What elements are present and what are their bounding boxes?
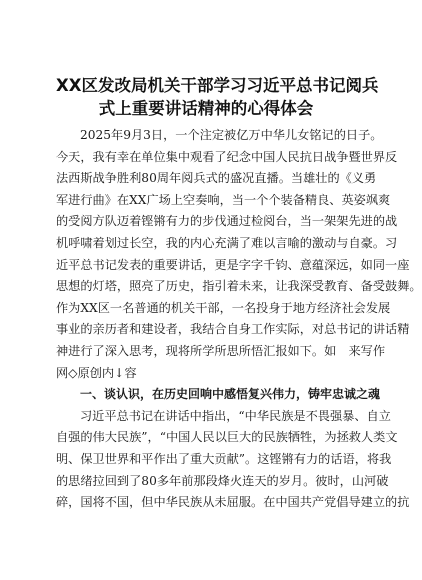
- paragraph-1: [56, 125, 422, 384]
- section-heading: 一、谈认识，在历史回响中感悟复兴伟力，铸牢忠诚之魂: [80, 387, 381, 402]
- text-line: 的受阅方队迈着铿锵有力的步伐通过检阅台，当一架架先进的战: [56, 214, 398, 229]
- text-line: 自强的伟大民族”，“中国人民以巨大的民族牺牲，为拯救人类文: [56, 430, 398, 445]
- text-line: 事业的亲历者和建设者，我结合自身工作实际，对总书记的讲话精: [56, 322, 410, 337]
- text-line: 习近平总书记在讲话中指出，“中华民族是不畏强暴、自立: [80, 408, 391, 423]
- text-line: 神进行了深入思考，现将所学所思所悟汇报如下。如 来写作: [56, 343, 386, 358]
- document-body: [56, 125, 422, 514]
- title-line: XX区发改局机关干部学习习近平总书记阅兵: [56, 76, 379, 95]
- text-line: 2025年9月3日，一个注定被亿万中华儿女铭记的日子。: [80, 128, 383, 142]
- text-line: 明、保卫世界和平作出了重大贡献”。这铿锵有力的话语，将我: [56, 451, 392, 466]
- text-line: 作为XX区一名普通的机关干部，一名投身于地方经济社会发展: [56, 300, 391, 315]
- document-page: [56, 74, 422, 514]
- title-line: 式上重要讲话精神的心得体会: [98, 99, 314, 118]
- text-line: 军进行曲》在XX广场上空奏响，当一个个装备精良、英姿飒爽: [56, 192, 391, 207]
- text-line: 网◇原创内↓容: [56, 365, 137, 380]
- text-line: 的思绪拉回到了80多年前那段烽火连天的岁月。彼时，山河破: [56, 473, 389, 488]
- text-line: 近平总书记发表的重要讲话，更是字字千钧、意蕴深远，如同一座: [56, 257, 410, 272]
- text-line: 今天，我有幸在单位集中观看了纪念中国人民抗日战争暨世界反: [56, 149, 398, 164]
- paragraph-2: [56, 406, 410, 514]
- text-line: 机呼啸着划过长空，我的内心充满了难以言喻的激动与自豪。习: [56, 235, 398, 250]
- document-title: [56, 74, 379, 120]
- text-line: 碎，国将不国，但中华民族从未屈服。在中国共产党倡导建立的抗: [56, 495, 410, 510]
- text-line: 思想的灯塔，照亮了历史，指引着未来，让我深受教育、备受鼓舞。: [56, 279, 422, 294]
- text-line: 法西斯战争胜利80周年阅兵式的盛况直播。当雄壮的《义勇: [56, 171, 377, 186]
